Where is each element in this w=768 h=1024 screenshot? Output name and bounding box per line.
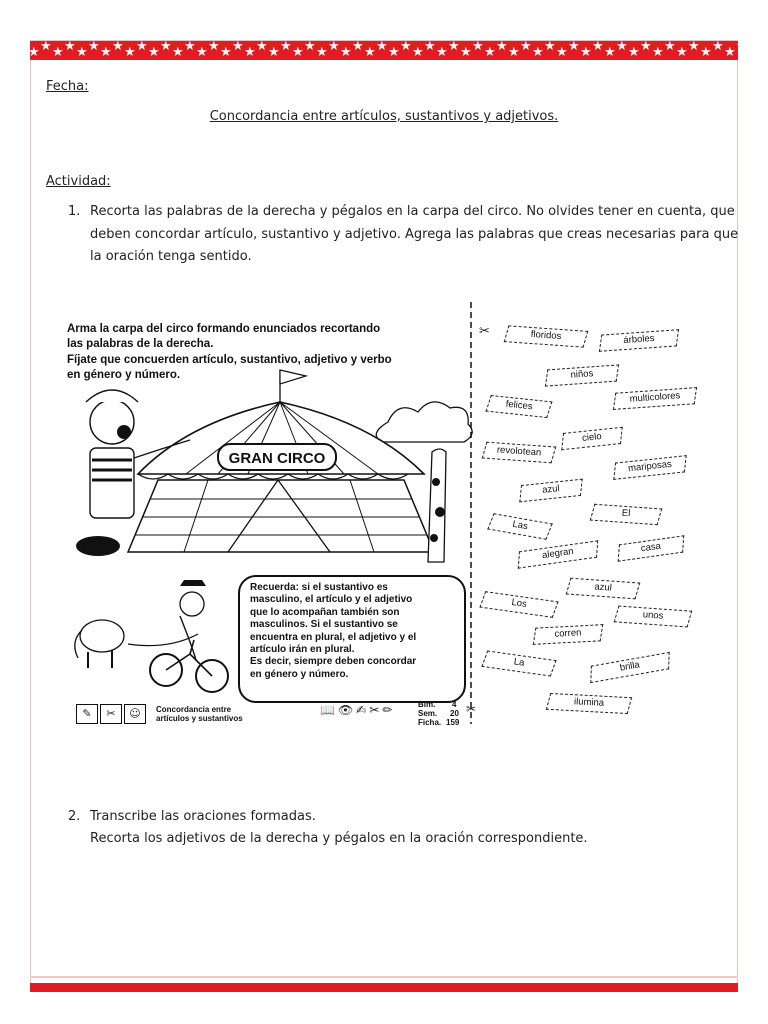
star-icon: ★ <box>616 39 628 54</box>
word-card[interactable]: unos <box>615 605 690 627</box>
star-icon: ★ <box>688 39 700 54</box>
star-icon: ★ <box>352 39 364 54</box>
star-icon: ★ <box>244 45 256 60</box>
ringmaster-bike-illustration <box>68 578 238 698</box>
star-icon: ★ <box>508 45 520 60</box>
word-card[interactable]: multicolores <box>614 387 697 410</box>
star-icon: ★ <box>484 45 496 60</box>
item1-number: 1. <box>68 204 81 219</box>
item2-line: Recorta los adjetivos de la derecha y pégalos en la oración correspondiente. <box>90 831 588 846</box>
word-card[interactable]: azul <box>567 578 638 600</box>
word-card[interactable]: azul <box>519 479 582 502</box>
footer-sem-label: Sem. <box>418 709 438 718</box>
star-icon: ★ <box>448 39 460 54</box>
footer-ficha-value: 159 <box>446 718 460 727</box>
star-icon: ★ <box>388 45 400 60</box>
star-icon: ★ <box>88 39 100 54</box>
star-icon: ★ <box>196 45 208 60</box>
word-card[interactable]: El <box>591 504 660 526</box>
item1-line: deben concordar artículo, sustantivo y adjetivo. Agrega las palabras que creas necesarias para que <box>90 227 739 242</box>
star-icon: ★ <box>100 45 112 60</box>
skill-icons: 📖👁✍✂✏ <box>320 703 396 717</box>
word-card[interactable]: floridos <box>506 325 587 348</box>
circus-sign-text: GRAN CIRCO <box>228 450 326 467</box>
footer-ficha-label: Ficha. <box>418 718 442 727</box>
recuerda-line: masculino, el artículo y el adjetivo <box>250 594 413 606</box>
word-card[interactable]: cielo <box>561 427 622 450</box>
scissors-icon: ✂ <box>466 702 477 716</box>
star-icon: ★ <box>220 45 232 60</box>
recuerda-line: artículo irán en plural. <box>250 644 355 656</box>
item1-line: Recorta las palabras de la derecha y pégalos en la carpa del circo. No olvides tener en cuenta, que <box>90 204 735 219</box>
word-card[interactable]: alegran <box>517 541 599 569</box>
star-icon: ★ <box>28 45 40 60</box>
worksheet-instruction: en género y número. <box>67 369 181 381</box>
circus-tent-illustration <box>68 362 468 574</box>
word-card[interactable]: felices <box>487 395 550 418</box>
recuerda-line: Recuerda: si el sustantivo es <box>250 582 388 593</box>
star-icon: ★ <box>52 45 64 60</box>
footer-sem-value: 20 <box>450 709 459 718</box>
star-icon: ★ <box>184 39 196 54</box>
star-icon: ★ <box>316 45 328 60</box>
star-icon: ★ <box>652 45 664 60</box>
word-card[interactable]: árboles <box>600 329 679 351</box>
scissors-icon: ✂ <box>479 324 490 339</box>
star-icon: ★ <box>112 39 124 54</box>
word-card[interactable]: ilumina <box>548 693 631 714</box>
star-icon: ★ <box>544 39 556 54</box>
star-icon: ★ <box>304 39 316 54</box>
footer-bim-label: Bim. <box>418 700 436 709</box>
item1-line: la oración tenga sentido. <box>90 249 252 264</box>
star-icon: ★ <box>664 39 676 54</box>
star-icon: ★ <box>520 39 532 54</box>
footer-icons <box>76 704 148 722</box>
word-card[interactable]: corren <box>534 624 603 645</box>
star-icon: ★ <box>676 45 688 60</box>
star-icon: ★ <box>76 45 88 60</box>
recuerda-line: masculinos. Si el sustantivo se <box>250 619 398 631</box>
star-icon: ★ <box>412 45 424 60</box>
word-card[interactable]: Las <box>489 513 551 540</box>
word-card[interactable]: niños <box>545 365 618 387</box>
star-icon: ★ <box>400 39 412 54</box>
star-icon: ★ <box>64 39 76 54</box>
star-icon: ★ <box>460 45 472 60</box>
word-card[interactable]: mariposas <box>613 455 686 479</box>
star-icon: ★ <box>328 39 340 54</box>
footer-bim-value: 4 <box>452 700 457 709</box>
star-icon: ★ <box>172 45 184 60</box>
item2-number: 2. <box>68 809 81 824</box>
star-icon: ★ <box>424 39 436 54</box>
recuerda-line: Es decir, siempre deben concordar <box>250 656 417 668</box>
activity-icon: ☺ <box>124 704 146 724</box>
star-icon: ★ <box>340 45 352 60</box>
star-icon: ★ <box>280 39 292 54</box>
star-icon: ★ <box>628 45 640 60</box>
star-icon: ★ <box>712 39 724 54</box>
word-card[interactable]: brilla <box>589 652 671 683</box>
recuerda-bubble <box>238 575 466 703</box>
star-icon: ★ <box>208 39 220 54</box>
actividad-label: Actividad: <box>46 174 111 189</box>
activity-icon: ✂ <box>100 704 122 724</box>
fecha-label: Fecha: <box>46 79 89 94</box>
star-icon: ★ <box>472 39 484 54</box>
star-icon: ★ <box>376 39 388 54</box>
footer-topic: Concordancia entre <box>156 705 232 714</box>
star-icon: ★ <box>364 45 376 60</box>
word-card[interactable]: revolotean <box>483 442 554 464</box>
star-icon: ★ <box>268 45 280 60</box>
activity-icon: ✎ <box>76 704 98 724</box>
word-card[interactable]: casa <box>617 535 685 561</box>
word-card[interactable]: Los <box>481 591 557 618</box>
recuerda-line: en género y número. <box>250 668 349 680</box>
star-icon: ★ <box>532 45 544 60</box>
star-icon: ★ <box>124 45 136 60</box>
star-icon: ★ <box>580 45 592 60</box>
worksheet-instruction: Arma la carpa del circo formando enunciados recortando <box>67 323 381 335</box>
star-icon: ★ <box>160 39 172 54</box>
star-icon: ★ <box>40 39 52 54</box>
star-icon: ★ <box>556 45 568 60</box>
star-icon: ★ <box>292 45 304 60</box>
star-icon: ★ <box>604 45 616 60</box>
star-icon: ★ <box>724 45 736 60</box>
star-border-top <box>28 39 748 60</box>
worksheet-instruction: Fíjate que concuerden artículo, sustantivo, adjetivo y verbo <box>67 354 392 366</box>
star-icon: ★ <box>256 39 268 54</box>
star-icon: ★ <box>148 45 160 60</box>
worksheet-instruction: las palabras de la derecha. <box>67 338 214 350</box>
recuerda-line: que lo acompañan también son <box>250 606 400 618</box>
page-title: Concordancia entre artículos, sustantivos y adjetivos. <box>209 109 559 124</box>
footer-topic: artículos y sustantivos <box>156 714 243 723</box>
star-icon: ★ <box>700 45 712 60</box>
star-icon: ★ <box>496 39 508 54</box>
word-card[interactable]: La <box>483 650 555 677</box>
star-icon: ★ <box>436 45 448 60</box>
star-icon: ★ <box>136 39 148 54</box>
item2-line: Transcribe las oraciones formadas. <box>90 809 316 824</box>
star-icon: ★ <box>736 39 748 54</box>
red-border-bottom <box>30 983 738 992</box>
star-icon: ★ <box>640 39 652 54</box>
bottom-divider <box>30 976 738 978</box>
star-icon: ★ <box>568 39 580 54</box>
star-icon: ★ <box>232 39 244 54</box>
cut-line <box>466 298 480 728</box>
recuerda-line: encuentra en plural, el adjetivo y el <box>250 631 417 643</box>
star-icon: ★ <box>592 39 604 54</box>
